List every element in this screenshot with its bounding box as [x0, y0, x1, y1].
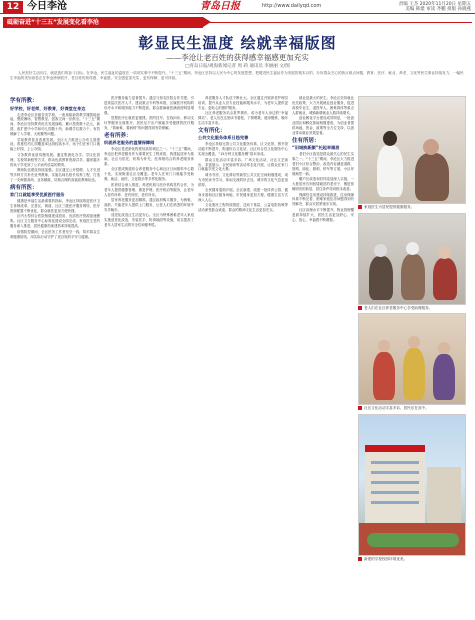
- article-headline: 彰显民生温度 绘就幸福版图: [138, 34, 337, 52]
- photo-caption-2: 老人们在社区养老服务中心享受助餐服务。: [358, 306, 466, 311]
- section-subtitle: 好学校，好老师，好教育，好课堂在身边: [10, 105, 86, 111]
- article-paragraph: 医疗服务能力显著提升。通过与知名医院合作共建、引进高层次医疗人才、建设重点专科等举措，区属医疗机构的诊疗水平和服务能力不断提高，群众看病就医满意度明显增强。: [104, 96, 194, 115]
- figure-elder-1: [369, 256, 393, 300]
- article-lead: 人民美好生活向往，就是我们的奋斗目标。在李沧，民生福祉的温度在一项项实事中不断提升。“十三五”期间，李沧区坚持以人民为中心的发展思想，把增进民生福祉作为发展的根本目的，办好群众关心的热点难点问题，教育、医疗、就业、养老、文化等民生事业持续发力，一幅民生幸福的美好画卷正在李沧徐徐展开，老百姓的获得感、幸福感、安全感更加充实、更有保障、更可持续。: [10, 71, 464, 80]
- photo-community-culture[interactable]: [358, 313, 466, 405]
- article-paragraph: 城市书房、文化驿站等新型公共文化空间相继建成，成为市民读书学习、休闲交流的好去处，城市的文化气息更加浓厚。: [198, 172, 288, 187]
- figure-elder-2: [401, 254, 425, 300]
- article-paragraph: 就业是最大的民生。李沧区坚持就业优先政策，大力开展就业创业服务，促进高校毕业生、退役军人、困难群体等重点人群就业，城镇新增就业人数持续增长。: [292, 96, 354, 115]
- article-paragraph: 社区治理水平不断提升，物业管理覆盖面持续扩大，居民生活更加舒心、安心、放心，幸福感不断增强。: [292, 207, 354, 222]
- article-subhead: ——李沧让老百姓的获得感幸福感更加充实: [166, 53, 309, 62]
- article-paragraph: 适老化改造让生活更安心。全区为特殊困难老年人家庭实施适老化改造，安装扶手、防滑地面等设施，切实提高了老年人居家生活的安全性和便利性。: [104, 213, 194, 227]
- article-byline: □青岛日报/观海新闻记者 周 莉 通讯员 李丽丽 文/图: [185, 64, 290, 69]
- masthead-logo: 青岛日报: [200, 1, 240, 12]
- section-subtitle: 家门口就能享受优质医疗服务: [10, 192, 65, 198]
- article-paragraph: 创业孵化平台建设成效明显，一批创业园区和孵化基地相继建成，为创业者提供场地、资金、政策等全方位支持，以创业带动就业效果显著。: [292, 116, 354, 135]
- article-paragraph: 疫情防控期间，全区医务工作者坚守一线，筑牢群众生命健康防线，用实际行动守护了老百姓的平安与健康。: [10, 229, 100, 239]
- article-column-3: [198, 96, 288, 611]
- photo-caption-1: 家庭医生为居民提供健康服务。: [358, 205, 466, 210]
- figure-elder-3: [433, 258, 457, 300]
- figure-performer-3: [433, 354, 455, 400]
- section-subtitle: “旧城换新颜”托起幸福居: [292, 145, 340, 151]
- article-paragraph: 李沧区持续完善公共文化服务体系，区文化馆、图书馆功能不断提升，街道综合文化站、社区综合性文化服务中心实现全覆盖，“15分钟文化服务圈”基本形成。: [198, 142, 288, 157]
- school-building-roof: [365, 445, 425, 452]
- article-paragraph: 社区养老服务站点星罗棋布，成为老年人身边的“幸福驿站”。老人们在这里读书看报、下棋唱歌、健身锻炼，晚年生活丰富多彩。: [198, 111, 288, 126]
- article-paragraph: 保障性住房建设持续推进，住房保障体系不断完善，困难家庭住房问题得到有效解决，群众安居梦逐步实现。: [292, 192, 354, 207]
- section-subtitle: 织就养老服务的温情保障网: [104, 140, 155, 146]
- article-paragraph: 全区建成街道综合养老服务中心和社区日间照料中心数十处，实现街道社区全覆盖。老年人在家门口就能享受助餐、助洁、助医、文化娱乐等多样化服务。: [104, 167, 194, 182]
- article-paragraph: 养老服务人才队伍不断壮大。全区通过开展养老护理员培训，提升从业人员专业技能和服务水平，为老年人提供更专业、更贴心的照护服务。: [198, 96, 288, 110]
- figure-performer-1-head: [378, 340, 390, 352]
- figure-elder-2-head: [406, 242, 419, 255]
- article-paragraph: 智慧医疗让就医更便捷。预约挂号、在线问诊、移动支付等服务全面推开，居民足不出户就能享受便捷的医疗服务，“看病难、看病烦”的问题得到有效缓解。: [104, 116, 194, 130]
- figure-performer-3-head: [438, 342, 450, 354]
- page-number: 12: [3, 1, 23, 13]
- section-title: 住有所居：: [292, 137, 320, 144]
- article-paragraph: 全民健身蓬勃开展。全区新建、改建一批体育公园、健身步道和社区健身场地，市民健身更加方便，健康生活方式深入人心。: [198, 188, 288, 202]
- school-windows: [371, 461, 419, 464]
- article-paragraph: 群众文化活动丰富多彩。广场文化活动、社区文艺演出、非遗展示、全民阅读等活动常态化开展，让群众在家门口就能享受文化大餐。: [198, 157, 288, 172]
- figure-resident: [415, 153, 449, 201]
- section-title: 学有所教：: [10, 98, 38, 104]
- photo-rail: [358, 96, 466, 564]
- caption-marker-icon: [358, 557, 362, 561]
- article-paragraph: 义务教育优质均衡发展。通过集团化办学、学区化管理、名校带新校等方式，推动优质教育资源共享，越来越多的孩子享受到了公平而有质量的教育。: [10, 152, 100, 167]
- section-banner: 砥砺奋进“十三五”发展变化看李沧: [3, 17, 203, 28]
- article-paragraph: 医养结合深入推进。养老机构与医疗机构签约合作，为老年人提供健康管理、康复护理、医疗救治等服务，让老年人老有所养、老有所医、老有所乐。: [104, 182, 194, 197]
- section-title: 老有所养：: [104, 132, 132, 139]
- edition-info: [399, 2, 471, 12]
- article-paragraph: 文化惠民工程持续推进，送戏下基层、公益电影放映等活动深受群众欢迎，群众的精神文化生活更加充实。: [198, 203, 288, 213]
- school-building-wing: [427, 467, 461, 523]
- article-column-1: [10, 96, 100, 611]
- figure-performer-1: [373, 352, 395, 400]
- figure-performer-2-head: [408, 336, 420, 348]
- figure-doctor-head: [383, 131, 397, 146]
- article-paragraph: 居家养老服务更加精准。通过政府购买服务，为困难、高龄、失能老年人提供上门服务，让老人们在熟悉的环境中安享晚年。: [104, 197, 194, 212]
- photo-doctor-visit[interactable]: [358, 96, 466, 204]
- section-subtitle: 公共文化服务体系日趋完善: [198, 135, 249, 141]
- figure-resident-head: [423, 139, 439, 155]
- article-paragraph: 走进李沧区各级各类学校，一座座崭新的教学楼拔地而起，塑胶操场、智慧教室、创客空间一应俱全。“十三五”期间，李沧区坚持教育优先发展战略，累计投资数十亿元，新建、改扩建中小学和幼儿园数十所，新增学位数万个，有效缓解了入学难、大班额等问题。: [10, 112, 100, 137]
- article-paragraph: 教师队伍建设持续加强。全区通过公开招聘、人才引进等多种方式补充优秀教师，实施名师名校长培养工程，打造了一支师德高尚、业务精湛、结构合理的高素质教师队伍。: [10, 167, 100, 182]
- school-playfield: [367, 533, 459, 547]
- edition-line: 责编 王杰 2020年11月20日 星期五: [398, 2, 471, 7]
- site-url[interactable]: http://www.dailyqd.com: [262, 3, 322, 9]
- banner-rule: [210, 22, 472, 23]
- article-column-2: [104, 96, 194, 611]
- article-paragraph: 老旧小区改造是群众最关心的民生实事之一。“十三五”期间，李沧区大力推进老旧小区综合整治，改造内容涵盖道路、管网、绿化、照明、停车等方面，小区环境焕然一新。: [292, 152, 354, 176]
- photo-elderly-dining[interactable]: [358, 213, 466, 305]
- article-paragraph: 李沧区是老龄化程度较高的城区之一。“十三五”期间，李沧区把养老服务作为重要民生工程来抓，构建起居家为基础、社区为依托、机构为补充、医养相结合的养老服务体系。: [104, 147, 194, 167]
- figure-elder-1-head: [374, 244, 387, 257]
- article-paragraph: 棚户区改造和旧村改造深入实施，一大批居民告别低矮破旧的老房子，搬进宽敞明亮的新居，居住条件得到根本改善。: [292, 177, 354, 192]
- caption-marker-icon: [358, 306, 362, 310]
- section-title: 文有所化：: [198, 127, 226, 134]
- article-paragraph: 学前教育普及普惠发展。全区大力推进公办幼儿园建设，普惠性幼儿园覆盖率达到较高水平，孩子们在家门口就能上好园、上公办园。: [10, 137, 100, 152]
- section-name: 今日李沧: [27, 1, 67, 12]
- photo-caption-4: 新建的学校校园环境优美。: [358, 557, 466, 562]
- section-title: 病有所医：: [10, 184, 38, 191]
- photo-school-campus[interactable]: [358, 414, 466, 556]
- figure-doctor: [377, 145, 403, 197]
- caption-marker-icon: [358, 406, 362, 410]
- photo-caption-3: 社区文化活动丰富多彩，居民乐在其中。: [358, 406, 466, 411]
- page-header: [0, 0, 475, 14]
- article-column-4: [292, 96, 354, 611]
- figure-performer-2: [403, 348, 425, 400]
- article-paragraph: 区内大型综合医院相继建成投用，优质医疗资源加速聚集。社区卫生服务中心标准化建设全面完成，家庭医生签约服务深入推进，居民健康档案建档率持续提高。: [10, 214, 100, 229]
- article-paragraph: 健康是幸福生活最重要的指标。李沧区持续推进医疗卫生体制改革，完善区、街道、社区三级医疗服务网络，医疗资源配置不断优化，群众就医更加方便快捷。: [10, 199, 100, 213]
- date-line: 美编 韩建 审读 齐鹏 排版 孙晓燕: [405, 7, 471, 12]
- caption-marker-icon: [358, 205, 362, 209]
- figure-elder-3-head: [438, 246, 451, 259]
